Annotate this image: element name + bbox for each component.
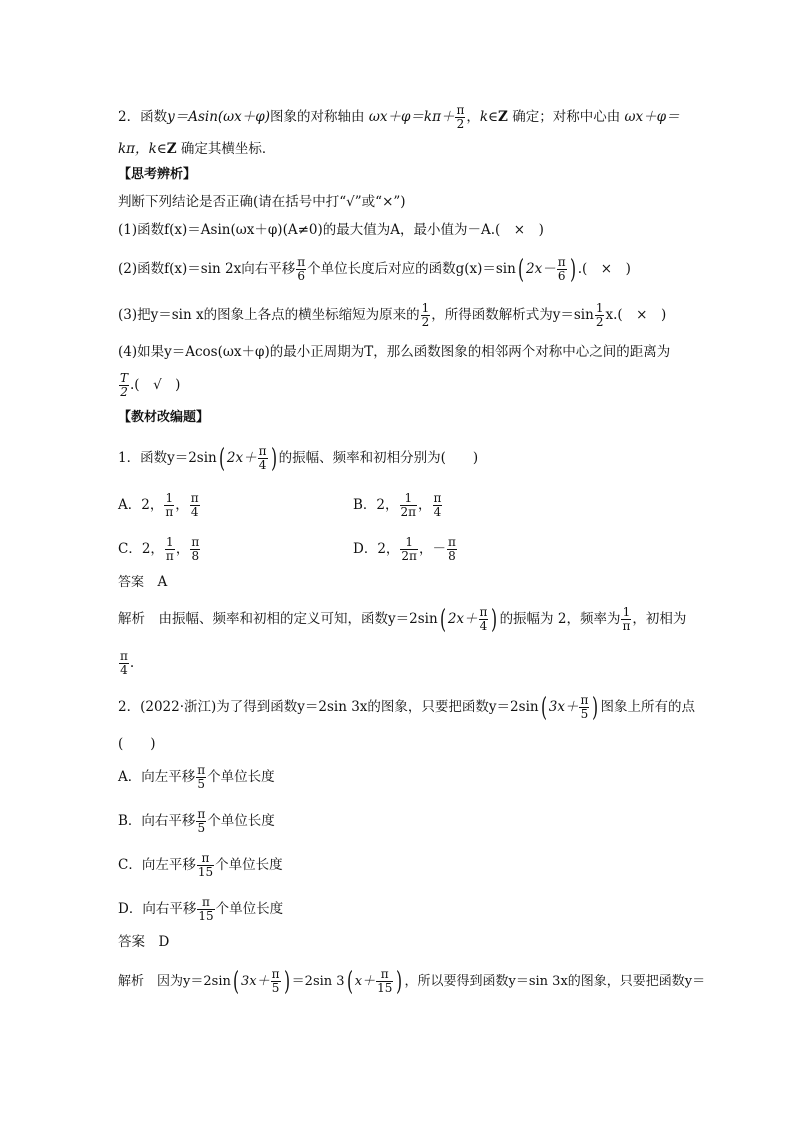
fraction bbox=[165, 536, 175, 563]
numerator: 1 bbox=[400, 492, 418, 506]
explanation-label: 解析 bbox=[118, 974, 145, 989]
denominator: 5 bbox=[271, 981, 280, 995]
q2-explanation bbox=[118, 968, 705, 995]
option-label: A．向左平移 bbox=[118, 769, 196, 785]
denominator: 4 bbox=[120, 663, 128, 677]
q2-option-b[interactable] bbox=[118, 808, 275, 835]
judge-item-4-cont bbox=[118, 372, 180, 399]
left-paren: ( bbox=[346, 966, 353, 997]
text: 2．(2022·浙江)为了得到函数y＝2sin 3x的图象，只要把函数y＝2sin bbox=[118, 699, 539, 715]
denominator: π bbox=[165, 549, 174, 563]
question-2 bbox=[118, 694, 695, 721]
denominator: 4 bbox=[258, 458, 267, 472]
text: 个单位长度 bbox=[215, 901, 284, 917]
denominator: π bbox=[165, 505, 174, 519]
property-2-line-1 bbox=[118, 104, 680, 131]
formula: 2x＋ bbox=[447, 611, 478, 627]
numerator: π bbox=[479, 605, 488, 619]
denominator: 2 bbox=[595, 315, 604, 329]
text: ， bbox=[175, 541, 190, 557]
formula: y＝Asin(ωx＋φ) bbox=[167, 109, 271, 125]
text: .( × ) bbox=[577, 261, 631, 277]
q2-option-a[interactable] bbox=[118, 764, 275, 791]
fraction bbox=[197, 896, 214, 923]
right-paren: ) bbox=[283, 966, 290, 997]
text: (3)把y＝sin x的图象上各点的横坐标缩短为原来的 bbox=[118, 307, 420, 323]
option-label: D．向右平移 bbox=[118, 901, 197, 917]
q1-explanation bbox=[118, 606, 686, 633]
option-label: C．2， bbox=[118, 541, 164, 557]
fraction bbox=[447, 536, 457, 563]
fraction bbox=[196, 764, 206, 791]
fraction bbox=[190, 492, 200, 519]
numerator: π bbox=[258, 444, 267, 458]
fraction bbox=[164, 492, 174, 519]
integer-set: Z bbox=[498, 109, 508, 125]
q1-option-b[interactable] bbox=[353, 492, 443, 519]
text: ＝2sin 3 bbox=[291, 974, 345, 989]
formula: 2x－ bbox=[525, 261, 556, 277]
q2-answer bbox=[118, 932, 169, 952]
right-paren: ) bbox=[270, 443, 277, 474]
fraction-pi-over-2 bbox=[455, 104, 465, 131]
fraction-pi-over-15 bbox=[376, 968, 393, 995]
fraction-pi-over-5 bbox=[271, 968, 281, 995]
numerator: π bbox=[197, 763, 206, 777]
q1-option-a[interactable] bbox=[118, 492, 201, 519]
denominator: 5 bbox=[197, 821, 206, 835]
text: 函数 bbox=[140, 109, 168, 125]
numerator: π bbox=[557, 255, 566, 269]
denominator: 8 bbox=[448, 549, 456, 563]
fraction bbox=[190, 536, 200, 563]
q1-option-d[interactable] bbox=[353, 536, 458, 563]
fraction bbox=[433, 492, 443, 519]
section-title-textbook: 【教材改编题】 bbox=[118, 410, 210, 425]
fraction-1-over-2 bbox=[595, 302, 605, 329]
text: ， bbox=[418, 541, 433, 557]
denominator: 5 bbox=[580, 707, 589, 721]
text: 图象上所有的点 bbox=[600, 699, 695, 715]
text: 个单位长度 bbox=[215, 857, 283, 873]
text: 的振幅为 2，频率为 bbox=[499, 611, 621, 627]
denominator: 5 bbox=[197, 777, 206, 791]
judge-item-3 bbox=[118, 302, 666, 329]
property-2-line-2 bbox=[118, 139, 275, 159]
text: 1．函数y＝2sin bbox=[118, 450, 217, 466]
right-paren: ) bbox=[569, 254, 576, 285]
numerator: T bbox=[120, 371, 129, 385]
text: 图象的对称轴由 bbox=[270, 109, 365, 125]
question-1 bbox=[118, 445, 478, 472]
q1-explanation-cont bbox=[118, 650, 134, 677]
numerator: 1 bbox=[622, 605, 631, 619]
denominator: 6 bbox=[557, 269, 566, 283]
formula: x＋ bbox=[354, 974, 376, 989]
text: ，所以要得到函数y＝sin 3x的图象，只要把函数y＝ bbox=[404, 974, 706, 989]
denominator: 15 bbox=[198, 909, 214, 923]
denominator: 15 bbox=[377, 981, 393, 995]
fraction bbox=[400, 492, 418, 519]
q1-answer bbox=[118, 572, 167, 593]
text: ，所得函数解析式为y＝sin bbox=[431, 307, 594, 323]
item-number: 2． bbox=[118, 109, 141, 125]
numerator: π bbox=[120, 649, 128, 663]
numerator: π bbox=[447, 535, 456, 549]
numerator: 1 bbox=[421, 301, 430, 315]
denominator: 2π bbox=[400, 505, 417, 519]
denominator: 2π bbox=[401, 549, 417, 563]
judge-item-2 bbox=[118, 256, 631, 283]
formula: kπ， bbox=[118, 141, 149, 157]
q2-option-d[interactable] bbox=[118, 896, 283, 923]
answer-label: 答案 bbox=[118, 575, 145, 590]
fraction-pi-over-5 bbox=[579, 694, 589, 721]
answer-value: D bbox=[158, 934, 170, 950]
formula: k∈ bbox=[479, 109, 499, 125]
left-paren: ( bbox=[439, 604, 446, 635]
numerator: π bbox=[433, 491, 442, 505]
fraction bbox=[400, 536, 418, 563]
numerator: 1 bbox=[400, 536, 418, 550]
fraction-pi-over-6 bbox=[296, 256, 306, 283]
text: 确定其横坐标． bbox=[180, 141, 276, 157]
numerator: π bbox=[197, 896, 214, 910]
option-label: A．2， bbox=[118, 497, 164, 513]
fraction-pi-over-4 bbox=[479, 606, 489, 633]
denominator: 4 bbox=[190, 505, 199, 519]
option-label: B．2， bbox=[353, 497, 399, 513]
text: x.( × ) bbox=[605, 307, 667, 323]
formula: 2x＋ bbox=[226, 450, 257, 466]
option-label: B．向右平移 bbox=[118, 813, 196, 829]
fraction bbox=[197, 852, 214, 879]
denominator: 2 bbox=[456, 117, 465, 131]
text: 确定；对称中心由 bbox=[512, 109, 621, 125]
numerator: π bbox=[197, 807, 206, 821]
left-paren: ( bbox=[540, 692, 547, 723]
text: 个单位长度 bbox=[207, 813, 275, 829]
option-label: D．2， bbox=[353, 541, 400, 557]
denominator: 6 bbox=[297, 269, 305, 283]
formula: ωx＋φ＝kπ＋ bbox=[368, 109, 455, 125]
denominator: 15 bbox=[197, 865, 214, 879]
explanation-label: 解析 bbox=[118, 611, 145, 627]
numerator: π bbox=[197, 852, 214, 866]
numerator: 1 bbox=[165, 491, 174, 505]
answer-value: A bbox=[157, 574, 168, 590]
option-label: C．向左平移 bbox=[118, 857, 196, 873]
numerator: π bbox=[297, 255, 306, 269]
text: .( √ ) bbox=[130, 377, 181, 393]
denominator: 4 bbox=[479, 619, 488, 633]
left-paren: ( bbox=[232, 966, 239, 997]
q2-option-c[interactable] bbox=[118, 852, 283, 879]
fraction-1-over-pi bbox=[621, 606, 631, 633]
text: 的振幅、频率和初相分别为( ) bbox=[278, 450, 479, 466]
denominator: 2 bbox=[120, 385, 128, 399]
denominator: 4 bbox=[433, 505, 442, 519]
denominator: π bbox=[622, 619, 631, 633]
text: ， bbox=[418, 497, 432, 513]
numerator: 1 bbox=[166, 535, 174, 549]
question-2-blank: ( ) bbox=[118, 736, 156, 752]
numerator: π bbox=[456, 103, 465, 117]
fraction-pi-over-4 bbox=[258, 445, 268, 472]
answer-label: 答案 bbox=[118, 934, 145, 950]
fraction-t-over-2 bbox=[119, 372, 129, 399]
integer-set: Z bbox=[166, 141, 177, 157]
section-title-thinking: 【思考辨析】 bbox=[118, 167, 197, 182]
fraction-pi-over-6 bbox=[557, 256, 567, 283]
text: ， bbox=[175, 497, 189, 513]
right-paren: ) bbox=[592, 692, 599, 723]
text: 个单位长度后对应的函数g(x)＝sin bbox=[307, 261, 516, 277]
text: 因为y＝2sin bbox=[157, 974, 231, 989]
text: 由振幅、频率和初相的定义可知，函数y＝2sin bbox=[158, 611, 438, 627]
text: － bbox=[432, 541, 446, 557]
numerator: π bbox=[190, 491, 199, 505]
formula: ωx＋φ＝ bbox=[624, 109, 680, 125]
judge-item-1: (1)函数f(x)＝Asin(ωx＋φ)(A≠0)的最大值为A，最小值为－A.( × ) bbox=[118, 222, 544, 238]
numerator: π bbox=[376, 968, 393, 982]
numerator: 1 bbox=[595, 301, 604, 315]
fraction-pi-over-4 bbox=[119, 650, 129, 677]
formula: 3x＋ bbox=[241, 974, 270, 989]
formula: 3x＋ bbox=[548, 699, 579, 715]
judge-intro: 判断下列结论是否正确(请在括号中打“√”或“×”) bbox=[118, 194, 406, 210]
left-paren: ( bbox=[517, 254, 524, 285]
formula: k∈ bbox=[148, 141, 167, 157]
q1-option-c[interactable] bbox=[118, 536, 201, 563]
text: ，初相为 bbox=[632, 611, 687, 627]
right-paren: ) bbox=[396, 966, 403, 997]
numerator: π bbox=[580, 693, 589, 707]
left-paren: ( bbox=[218, 443, 225, 474]
denominator: 8 bbox=[191, 549, 200, 563]
fraction-1-over-2 bbox=[421, 302, 431, 329]
numerator: π bbox=[271, 967, 280, 981]
text: (2)函数f(x)＝sin 2x向右平移 bbox=[118, 261, 296, 277]
text: ， bbox=[466, 109, 480, 125]
text: 个单位长度 bbox=[207, 769, 275, 785]
text: . bbox=[129, 655, 135, 671]
fraction bbox=[196, 808, 206, 835]
numerator: π bbox=[191, 535, 200, 549]
judge-item-4: (4)如果y＝Acos(ωx＋φ)的最小正周期为T，那么函数图象的相邻两个对称中心之间的距离为 bbox=[118, 344, 671, 360]
denominator: 2 bbox=[421, 315, 430, 329]
right-paren: ) bbox=[491, 604, 498, 635]
